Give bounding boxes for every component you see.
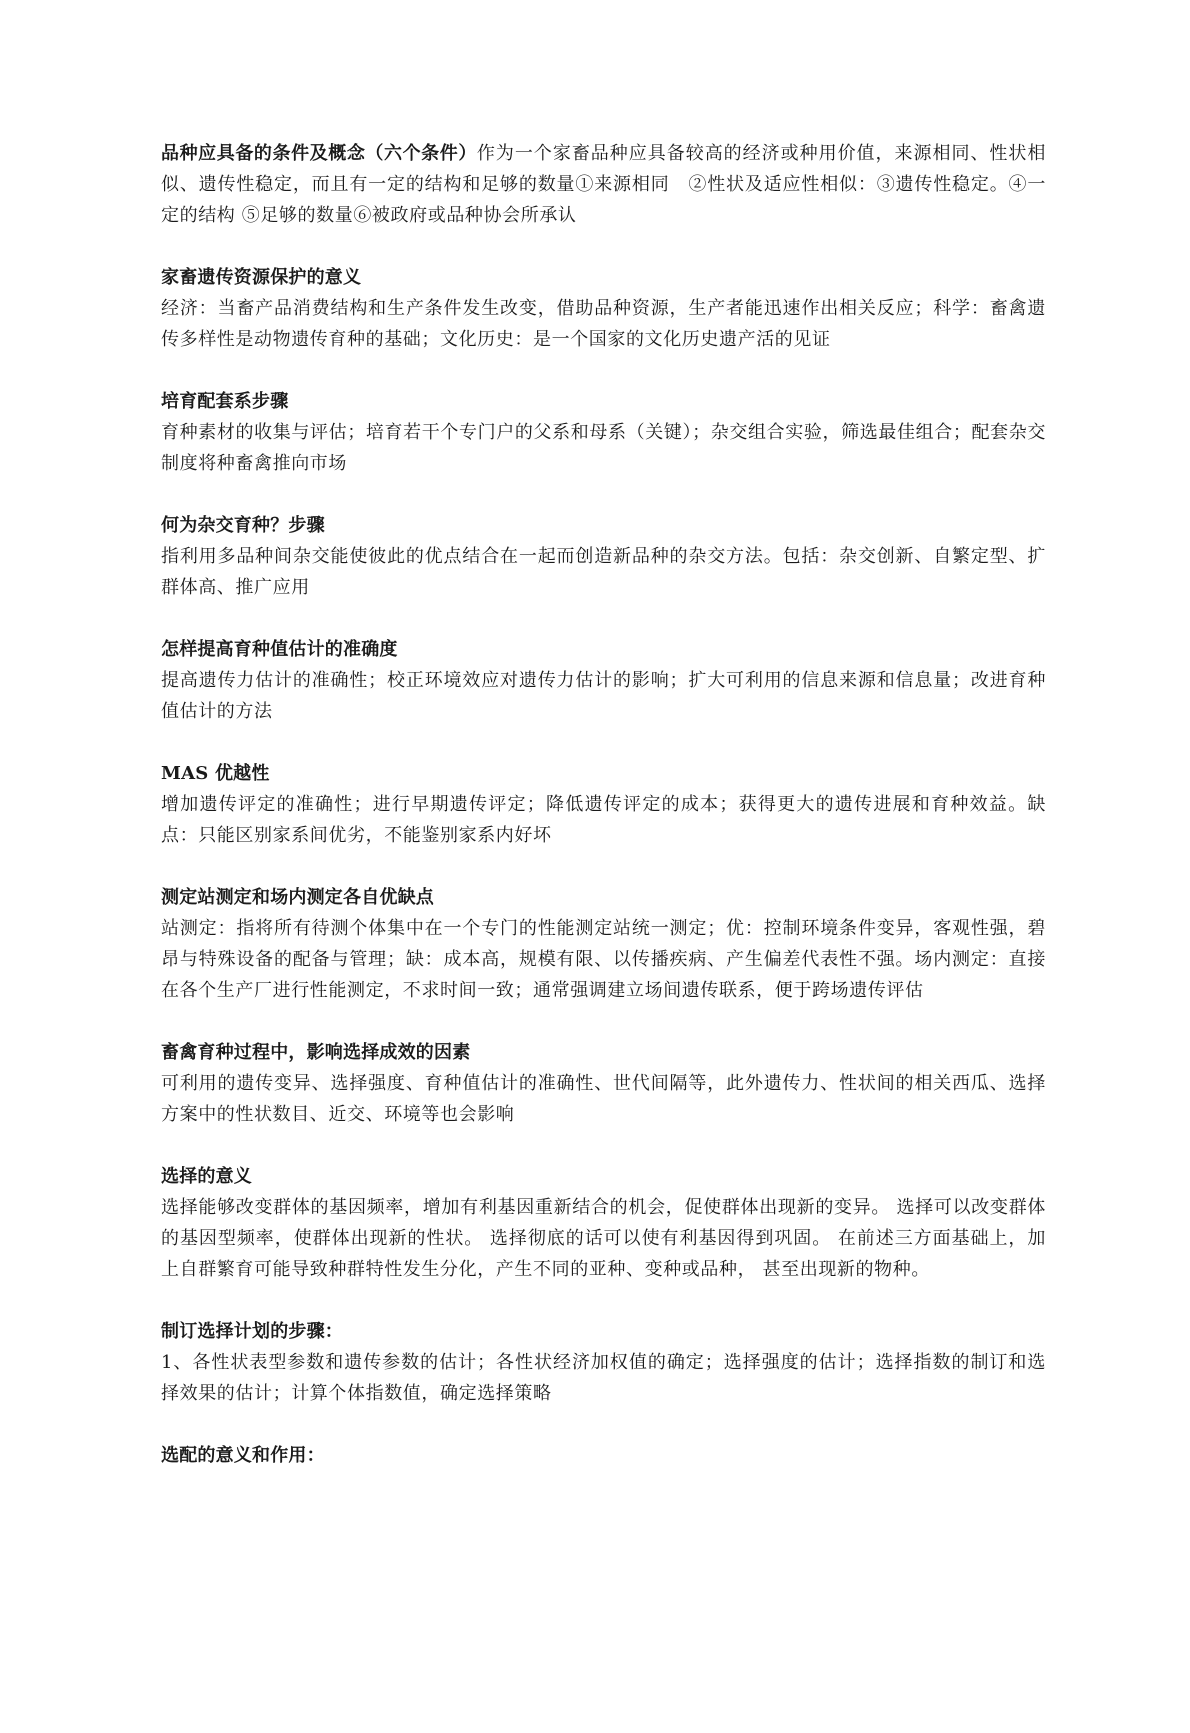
section-selection-factors (161, 1037, 1046, 1130)
section-body: 增加遗传评定的准确性；进行早期遗传评定；降低遗传评定的成本；获得更大的遗传进展和育种效益。缺点：只能区别家系间优劣，不能鉴别家系内好坏 (161, 794, 1046, 846)
section-mating-meaning (161, 1440, 1046, 1471)
section-breed-conditions (161, 138, 1046, 231)
section-body: 作为一个家畜品种应具备较高的经济或种用价值，来源相同、性状相似、遗传性稳定，而且有一定的结构和足够的数量①来源相同 ②性状及适应性相似：③遗传性稳定。④一定的结构 ⑤足够的数量⑥被政府或品种协会所承认 (161, 143, 1046, 226)
section-title: 何为杂交育种？步骤 (161, 515, 325, 536)
section-body: 育种素材的收集与评估；培育若干个专门户的父系和母系（关键）；杂交组合实验，筛选最佳组合；配套杂交制度将种畜禽推向市场 (161, 422, 1046, 474)
section-title: 畜禽育种过程中，影响选择成效的因素 (161, 1042, 471, 1063)
section-body: 选择能够改变群体的基因频率，增加有利基因重新结合的机会，促使群体出现新的变异。 选择可以改变群体的基因型频率，使群体出现新的性状。 选择彻底的话可以使有利基因得到巩固。 在前述三方面基础上，加上自群繁育可能导致种群特性发生分化，产生不同的亚种、变种或品种， 甚至出现新的物种。 (161, 1197, 1046, 1280)
section-body: 站测定：指将所有待测个体集中在一个专门的性能测定站统一测定；优：控制环境条件变异，客观性强，碧昂与特殊设备的配备与管理；缺：成本高，规模有限、以传播疾病、产生偏差代表性不强。场内测定：直接在各个生产厂进行性能测定，不求时间一致；通常强调建立场间遗传联系，便于跨场遗传评估 (161, 918, 1046, 1001)
section-body: 可利用的遗传变异、选择强度、育种值估计的准确性、世代间隔等，此外遗传力、性状间的相关西瓜、选择方案中的性状数目、近交、环境等也会影响 (161, 1073, 1046, 1125)
section-body: 提高遗传力估计的准确性；校正环境效应对遗传力估计的影响；扩大可利用的信息来源和信息量；改进育种值估计的方法 (161, 670, 1046, 722)
section-crossbreeding (161, 510, 1046, 603)
section-title: 培育配套系步骤 (161, 391, 289, 412)
section-testing-station-vs-farm (161, 882, 1046, 1006)
section-body: 指利用多品种间杂交能使彼此的优点结合在一起而创造新品种的杂交方法。包括：杂交创新、自繁定型、扩群体高、推广应用 (161, 546, 1046, 598)
section-body: 1、各性状表型参数和遗传参数的估计；各性状经济加权值的确定；选择强度的估计；选择指数的制订和选择效果的估计；计算个体指数值，确定选择策略 (161, 1352, 1046, 1404)
section-breeding-value-accuracy (161, 634, 1046, 727)
section-title: MAS 优越性 (161, 763, 270, 784)
section-mas-advantages (161, 758, 1046, 851)
section-selection-plan-steps (161, 1316, 1046, 1409)
section-matching-line-steps (161, 386, 1046, 479)
section-title: 选择的意义 (161, 1166, 252, 1187)
section-body: 经济：当畜产品消费结构和生产条件发生改变，借助品种资源，生产者能迅速作出相关反应；科学：畜禽遗传多样性是动物遗传育种的基础；文化历史：是一个国家的文化历史遗产活的见证 (161, 298, 1046, 350)
section-selection-meaning (161, 1161, 1046, 1285)
section-title: 测定站测定和场内测定各自优缺点 (161, 887, 434, 908)
section-paragraph (161, 138, 1046, 231)
section-title: 家畜遗传资源保护的意义 (161, 267, 362, 288)
section-title: 制订选择计划的步骤： (161, 1321, 343, 1342)
section-genetic-resource-protection (161, 262, 1046, 355)
section-title: 选配的意义和作用： (161, 1445, 325, 1466)
section-title: 怎样提高育种值估计的准确度 (161, 639, 398, 660)
section-title: 品种应具备的条件及概念（六个条件） (161, 143, 477, 164)
